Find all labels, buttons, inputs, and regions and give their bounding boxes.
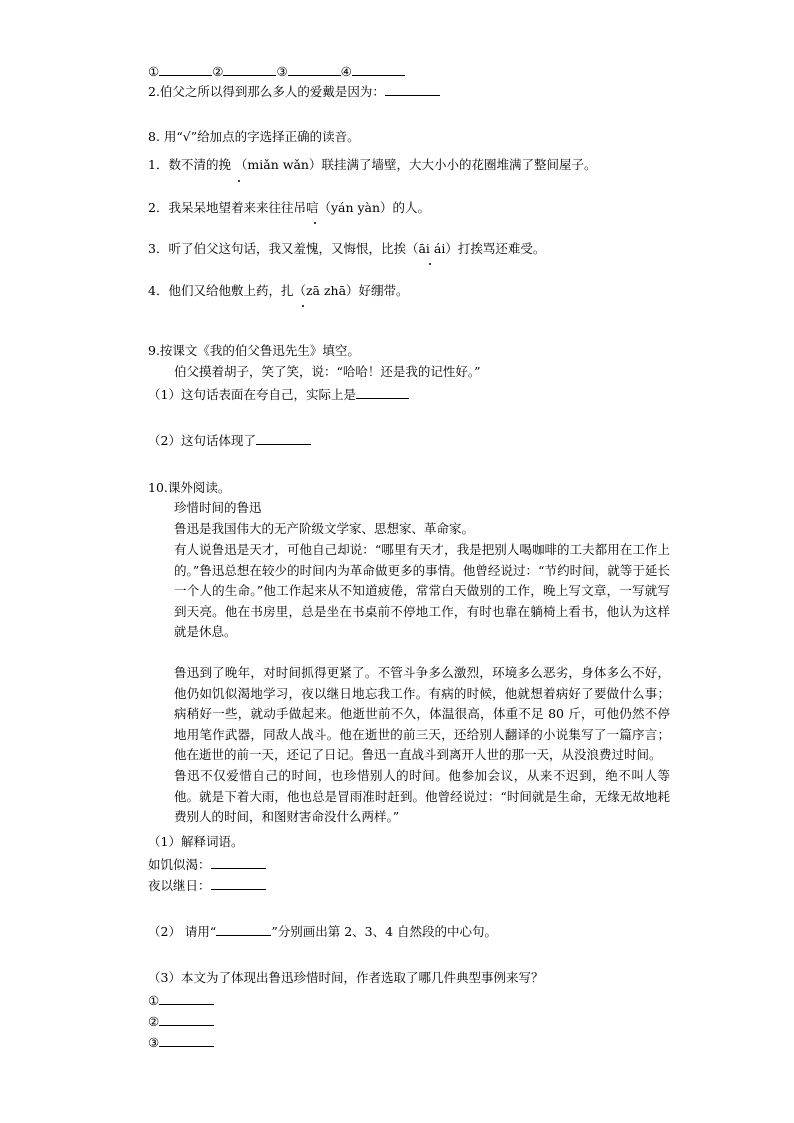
question-2 [148, 83, 440, 100]
passage-paragraph-4 [148, 766, 670, 828]
circled-label: ② [148, 1014, 160, 1029]
question-9-sub1 [148, 386, 409, 403]
circled-label: ③ [148, 1035, 160, 1050]
question-8-item: 1．数不清的挽 （miǎn wǎn）联挂满了墙壁，大大小小的花圈堆满了整间屋子。 [148, 157, 597, 172]
passage-paragraph-2 [148, 540, 670, 643]
answer-blank[interactable] [256, 432, 311, 445]
answer-blank[interactable] [385, 83, 440, 96]
passage-heading: 珍惜时间的鲁迅 [174, 500, 262, 515]
underline-sample [216, 923, 271, 936]
answer-blank[interactable] [211, 856, 266, 869]
answer-blank[interactable] [288, 63, 341, 76]
passage-paragraph-3 [148, 663, 670, 766]
word-explain-2 [148, 877, 266, 894]
circled-label: ① [148, 64, 160, 79]
emphasis-dot [314, 222, 316, 224]
paragraph-text: 鲁迅到了晚年，对时间抓得更紧了。不管斗争多么激烈，环境多么恶劣，身体多么不好，他仍如饥似渴地学习，夜以继日地忘我工作。有病的时候，他就想着病好了要做什么事；病稍好一些，就动手做起来。他逝世前不久，体温很高，体重不足 80 斤，可他仍然不停地用笔作武器，同敌人战斗。他在逝世的前三天，还给别人翻译的小说集写了一篇序言；他在逝世的前一天，还记了日记。鲁迅一直战斗到离开人世的那一天，从没浪费过时间。 [174, 665, 670, 762]
question-8-item: 3．听了伯父这句话，我又羞愧，又悔恨，比挨（āi ái）打挨骂还难受。 [148, 241, 546, 256]
paragraph-text: 鲁迅不仅爱惜自己的时间，也珍惜别人的时间。他参加会议，从来不迟到，绝不叫人等他。就是下着大雨，他也总是冒雨准时赶到。他曾经说过：“时间就是生命，无缘无故地耗费别人的时间，和图财害命没什么两样。” [174, 768, 670, 824]
paragraph-text: 有人说鲁迅是天才，可他自己却说：“哪里有天才，我是把别人喝咖啡的工夫都用在工作上的。”鲁迅总想在较少的时间内为革命做更多的事情。他曾经说过：“节约时间，就等于延长一个人的生命。”他工作起来从不知道疲倦，常常白天做别的工作，晚上写文章，一写就写到天亮。他在书房里，总是坐在书桌前不停地工作，有时也靠在躺椅上看书，他认为这样就是休息。 [174, 542, 670, 639]
question-10-sub3: （3）本文为了体现出鲁迅珍惜时间，作者选取了哪几件典型事例来写？ [148, 970, 544, 985]
answer-blanks-row [148, 63, 405, 80]
word-label: 夜以继日： [148, 878, 211, 893]
question-8-title: 8. 用“√”给加点的字选择正确的读音。 [148, 129, 360, 144]
question-9-quote: 伯父摸着胡子，笑了笑，说：“哈哈！还是我的记性好。” [174, 364, 481, 379]
question-text: （2） 请用“ [148, 924, 217, 939]
answer-line [148, 1013, 214, 1030]
question-8-item: 4．他们又给他敷上药，扎（zā zhā）好绷带。 [148, 283, 409, 298]
answer-line [148, 1034, 214, 1051]
answer-blank[interactable] [159, 1013, 214, 1026]
question-text: ”分别画出第 2、3、4 自然段的中心句。 [271, 924, 498, 939]
circled-label: ③ [276, 64, 288, 79]
circled-label: ② [212, 64, 224, 79]
question-8-item: 2．我呆呆地望着来来往往吊唁（yán yàn）的人。 [148, 200, 431, 215]
word-explain-1 [148, 856, 266, 873]
answer-blank[interactable] [159, 1034, 214, 1047]
question-text: 2.伯父之所以得到那么多人的爱戴是因为： [148, 84, 385, 99]
emphasis-dot [238, 180, 240, 182]
question-9-title: 9.按课文《我的伯父鲁迅先生》填空。 [148, 343, 360, 358]
question-10-sub1: （1）解释词语。 [148, 834, 244, 849]
answer-blank[interactable] [159, 63, 212, 76]
emphasis-dot [302, 305, 304, 307]
answer-blank[interactable] [356, 386, 409, 399]
question-text: （2）这句话体现了 [148, 433, 256, 448]
answer-line [148, 992, 214, 1009]
answer-blank[interactable] [223, 63, 276, 76]
circled-label: ④ [340, 64, 352, 79]
question-10-title: 10.课外阅读。 [148, 480, 231, 495]
word-label: 如饥似渴： [148, 857, 211, 872]
question-10-sub2 [148, 923, 497, 940]
emphasis-dot [429, 263, 431, 265]
circled-label: ① [148, 993, 160, 1008]
question-text: （1）这句话表面在夸自己，实际上是 [148, 387, 356, 402]
question-9-sub2 [148, 432, 311, 449]
answer-blank[interactable] [352, 63, 405, 76]
answer-blank[interactable] [159, 992, 214, 1005]
passage-paragraph-1: 鲁迅是我国伟大的无产阶级文学家、思想家、革命家。 [174, 521, 475, 536]
answer-blank[interactable] [211, 877, 266, 890]
